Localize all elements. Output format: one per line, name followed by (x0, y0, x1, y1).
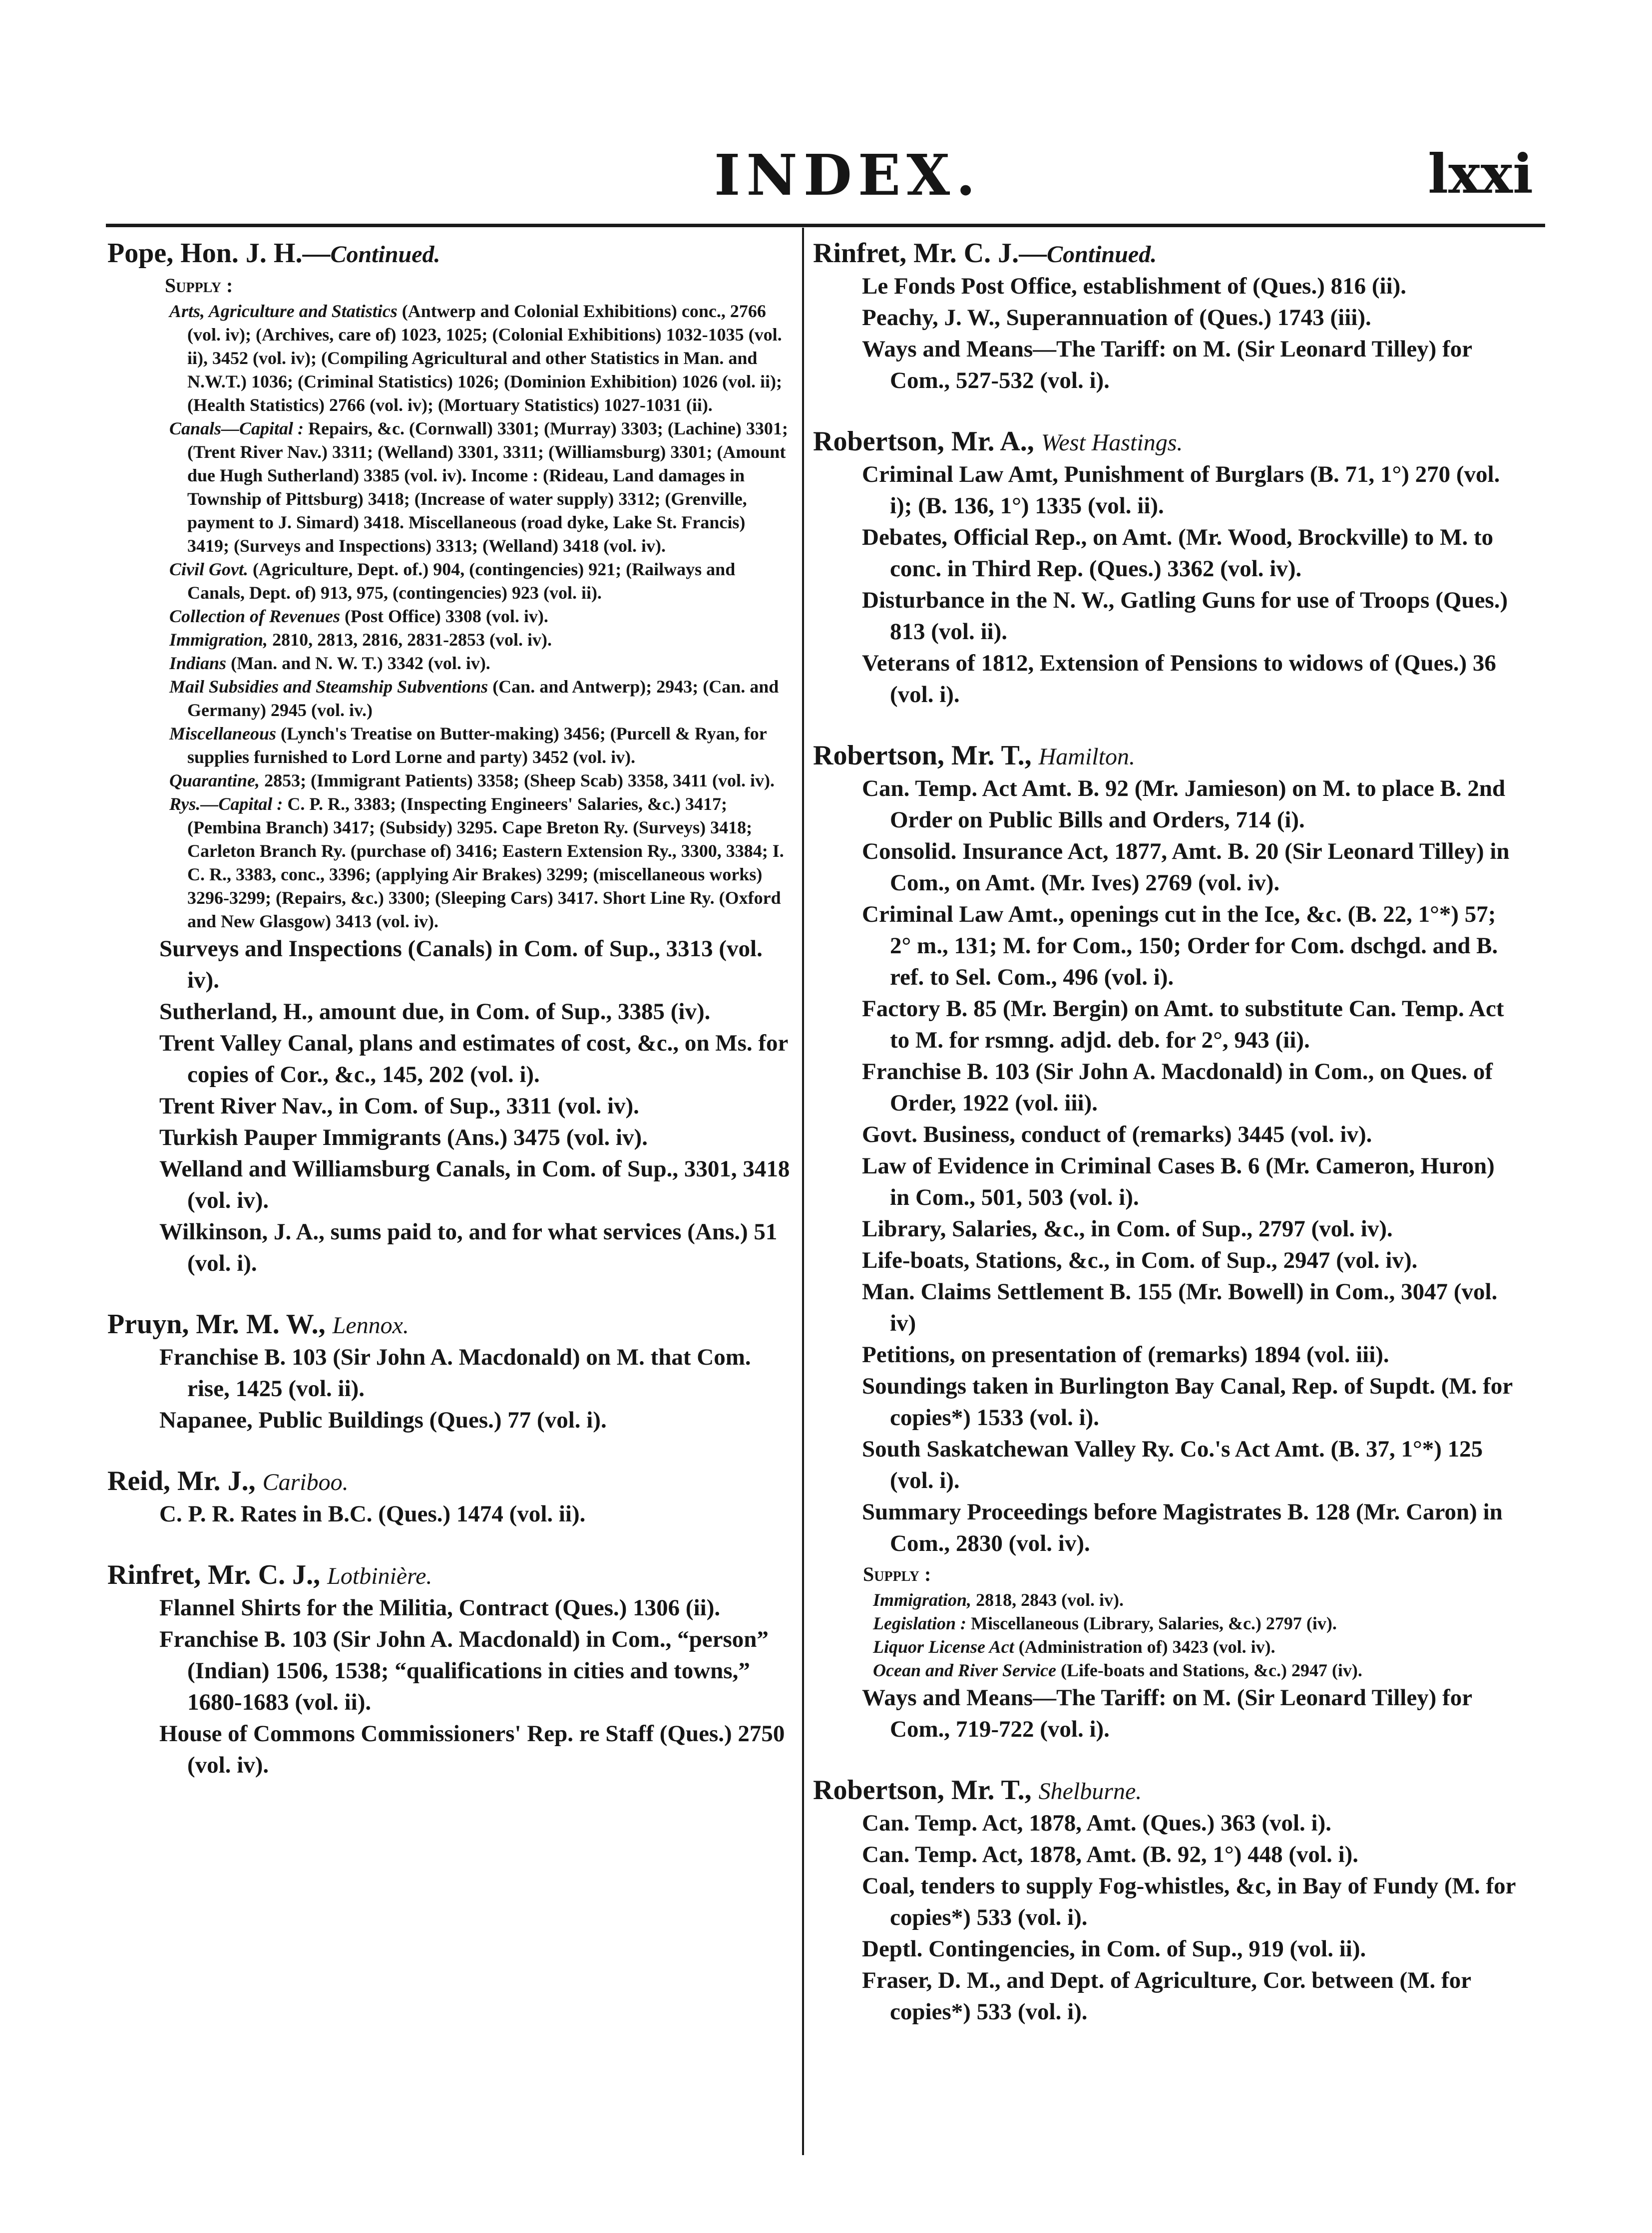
index-entry: Disturbance in the N. W., Gatling Guns for use of Troops (Ques.) 813 (vol. ii). (862, 587, 1508, 645)
member-heading (813, 1774, 1518, 1808)
index-entry: Summary Proceedings before Magistrates B. 128 (Mr. Caron) in Com., 2830 (vol. iv). (862, 1499, 1503, 1556)
index-entry: Trent River Nav., in Com. of Sup., 3311 (vol. iv). (159, 1093, 639, 1119)
supply-text: (Can. and Antwerp); 2943; (Can. and Germany) 2945 (vol. iv.) (187, 677, 779, 720)
supply-category: Indians (169, 653, 227, 673)
supply-label: Supply : (863, 1563, 931, 1585)
supply-category: Ocean and River Service (873, 1660, 1056, 1680)
index-entry: House of Commons Commissioners' Rep. re Staff (Ques.) 2750 (vol. iv). (159, 1721, 785, 1778)
group-spacer (813, 711, 1518, 740)
supply-text: C. P. R., 3383; (Inspecting Engineers' Salaries, &c.) 3417; (Pembina Branch) 3417; (Subsidy) 3295. Cape Breton Ry. (Surveys) 3418; Carleton Branch Ry. (purchase of) 3416; Eastern Extension Ry., 3300, 3384; I. C. R., 3383, conc., 3396; (applying Air Brakes) 3299; (miscellaneous works) 3296-3299; (Repairs, &c.) 3300; (Sleeping Cars) 3417. Short Line Ry. (Oxford and New Glasgow) 3413 (vol. iv). (187, 794, 784, 931)
index-entry: Deptl. Contingencies, in Com. of Sup., 919 (vol. ii). (862, 1936, 1366, 1962)
member-heading (813, 425, 1518, 459)
supply-text: 2818, 2843 (vol. iv). (971, 1590, 1124, 1610)
index-entry: Library, Salaries, &c., in Com. of Sup., 2797 (vol. iv). (862, 1216, 1393, 1242)
supply-item (107, 722, 792, 769)
group-spacer (813, 1745, 1518, 1774)
running-head (0, 143, 1652, 218)
supply-category: Miscellaneous (169, 724, 277, 744)
supply-category: Mail Subsidies and Steamship Subventions (169, 677, 488, 697)
supply-text: (Life-boats and Stations, &c.) 2947 (iv). (1056, 1660, 1362, 1680)
index-entry: Sutherland, H., amount due, in Com. of Sup., 3385 (iv). (159, 999, 711, 1025)
continued-label: Continued. (330, 241, 440, 268)
index-entry: Franchise B. 103 (Sir John A. Macdonald) in Com., on Ques. of Order, 1922 (vol. iii). (862, 1059, 1493, 1116)
index-entry: Can. Temp. Act Amt. B. 92 (Mr. Jamieson) on M. to place B. 2nd Order on Public Bills and Orders, 714 (i). (862, 775, 1506, 833)
supply-item (107, 605, 792, 628)
index-entry: Criminal Law Amt, Punishment of Burglars (B. 71, 1°) 270 (vol. i); (B. 136, 1°) 1335 (vol. ii). (862, 461, 1500, 519)
constituency: Lennox. (332, 1312, 409, 1339)
constituency: Hamilton. (1038, 744, 1135, 770)
index-entry: Veterans of 1812, Extension of Pensions to widows of (Ques.) 36 (vol. i). (862, 650, 1496, 708)
index-entry: Welland and Williamsburg Canals, in Com. of Sup., 3301, 3418 (vol. iv). (159, 1156, 790, 1213)
group-spacer (813, 396, 1518, 425)
index-entry: Factory B. 85 (Mr. Bergin) on Amt. to substitute Can. Temp. Act to M. for rsmng. adjd. deb. for 2°, 943 (ii). (862, 996, 1504, 1053)
supply-item (107, 792, 792, 933)
index-entry: Wilkinson, J. A., sums paid to, and for what services (Ans.) 51 (vol. i). (159, 1219, 778, 1276)
supply-text: (Administration of) 3423 (vol. iv). (1014, 1637, 1275, 1657)
supply-text: (Man. and N. W. T.) 3342 (vol. iv). (226, 653, 490, 673)
supply-text: 2810, 2813, 2816, 2831-2853 (vol. iv). (268, 630, 552, 650)
member-name: Robertson, Mr. T., (813, 740, 1039, 771)
supply-item (813, 1635, 1518, 1659)
supply-item (107, 675, 792, 722)
index-entry: Soundings taken in Burlington Bay Canal, Rep. of Supdt. (M. for copies*) 1533 (vol. i). (862, 1373, 1513, 1431)
index-entry: Can. Temp. Act, 1878, Amt. (Ques.) 363 (vol. i). (862, 1810, 1331, 1836)
supply-text: (Post Office) 3308 (vol. iv). (340, 606, 548, 626)
index-entry: Trent Valley Canal, plans and estimates of cost, &c., on Ms. for copies of Cor., &c., 145, 202 (vol. i). (159, 1030, 788, 1088)
group-spacer (107, 1279, 792, 1308)
left-column (107, 237, 792, 1781)
index-entry: Flannel Shirts for the Militia, Contract (Ques.) 1306 (ii). (159, 1595, 721, 1621)
index-entry: Life-boats, Stations, &c., in Com. of Sup., 2947 (vol. iv). (862, 1247, 1418, 1273)
index-entry: Fraser, D. M., and Dept. of Agriculture, Cor. between (M. for copies*) 533 (vol. i). (862, 1967, 1471, 2025)
supply-item (813, 1588, 1518, 1612)
supply-item (107, 558, 792, 605)
supply-item (107, 652, 792, 675)
index-entry: Turkish Pauper Immigrants (Ans.) 3475 (vol. iv). (159, 1124, 648, 1150)
supply-item (107, 300, 792, 417)
member-name: Pope, Hon. J. H.— (107, 238, 331, 269)
supply-category: Canals—Capital : (169, 418, 304, 438)
supply-text: (Lynch's Treatise on Butter-making) 3456; (Purcell & Ryan, for supplies furnished to Lord Lorne and party) 3452 (vol. iv). (187, 724, 767, 767)
supply-item (107, 417, 792, 558)
supply-item (107, 769, 792, 792)
supply-category: Liquor License Act (873, 1637, 1014, 1657)
index-entry: Coal, tenders to supply Fog-whistles, &c, in Bay of Fundy (M. for copies*) 533 (vol. i). (862, 1873, 1516, 1930)
right-column (813, 237, 1518, 2028)
supply-category: Immigration, (169, 630, 268, 650)
supply-item (813, 1659, 1518, 1682)
index-entry: Franchise B. 103 (Sir John A. Macdonald) on M. that Com. rise, 1425 (vol. ii). (159, 1344, 751, 1402)
index-entry: Consolid. Insurance Act, 1877, Amt. B. 20 (Sir Leonard Tilley) in Com., on Amt. (Mr. Ives) 2769 (vol. iv). (862, 838, 1510, 896)
index-entry: Ways and Means—The Tariff: on M. (Sir Leonard Tilley) for Com., 527-532 (vol. i). (862, 336, 1472, 393)
index-entry: Ways and Means—The Tariff: on M. (Sir Leonard Tilley) for Com., 719-722 (vol. i). (862, 1685, 1472, 1742)
supply-category: Immigration, (873, 1590, 972, 1610)
index-entry: C. P. R. Rates in B.C. (Ques.) 1474 (vol. ii). (159, 1501, 586, 1527)
index-entry: Peachy, J. W., Superannuation of (Ques.) 1743 (iii). (862, 305, 1371, 331)
index-entry: Law of Evidence in Criminal Cases B. 6 (Mr. Cameron, Huron) in Com., 501, 503 (vol. i). (862, 1153, 1495, 1210)
member-heading (813, 237, 1518, 271)
constituency: West Hastings. (1041, 429, 1183, 456)
supply-text: (Agriculture, Dept. of.) 904, (contingencies) 921; (Railways and Canals, Dept. of) 913, 975, (contingencies) 923 (vol. ii). (187, 559, 736, 603)
index-entry: Can. Temp. Act, 1878, Amt. (B. 92, 1°) 448 (vol. i). (862, 1842, 1359, 1867)
member-heading (107, 1559, 792, 1592)
constituency: Cariboo. (262, 1469, 349, 1495)
column-divider (802, 228, 804, 2155)
index-entry: Franchise B. 103 (Sir John A. Macdonald) in Com., “person” (Indian) 1506, 1538; “qualifications in cities and towns,” 1680-1683 (vol. ii). (159, 1626, 769, 1715)
member-heading (107, 237, 792, 271)
supply-text: Miscellaneous (Library, Salaries, &c.) 2797 (iv). (966, 1613, 1337, 1633)
supply-item (107, 628, 792, 652)
index-entry: Debates, Official Rep., on Amt. (Mr. Wood, Brockville) to M. to conc. in Third Rep. (Ques.) 3362 (vol. iv). (862, 524, 1494, 582)
index-entry: Le Fonds Post Office, establishment of (Ques.) 816 (ii). (862, 273, 1407, 299)
supply-text: 2853; (Immigrant Patients) 3358; (Sheep Scab) 3358, 3411 (vol. iv). (260, 770, 775, 790)
index-entry: Petitions, on presentation of (remarks) 1894 (vol. iii). (862, 1342, 1389, 1368)
index-entry: Napanee, Public Buildings (Ques.) 77 (vol. i). (159, 1407, 607, 1433)
index-entry: South Saskatchewan Valley Ry. Co.'s Act Amt. (B. 37, 1°*) 125 (vol. i). (862, 1436, 1483, 1493)
page-number: lxxi (1428, 143, 1533, 206)
supply-item (813, 1612, 1518, 1635)
supply-text: Repairs, &c. (Cornwall) 3301; (Murray) 3303; (Lachine) 3301; (Trent River Nav.) 3311; (Welland) 3301, 3311; (Williamsburg) 3301; (Amount due Hugh Sutherland) 3385 (vol. iv). Income : (Rideau, Land damages in Township of Pittsburg) 3418; (Increase of water supply) 3312; (Grenville, payment to J. Simard) 3418. Miscellaneous (road dyke, Lake St. Francis) 3419; (Surveys and Inspections) 3313; (Welland) 3418 (vol. iv). (187, 418, 788, 556)
index-entry: Criminal Law Amt., openings cut in the Ice, &c. (B. 22, 1°*) 57; 2° m., 131; M. for Com., 150; Order for Com. dschgd. and B. ref. to Sel. Com., 496 (vol. i). (862, 901, 1498, 990)
index-entry: Surveys and Inspections (Canals) in Com. of Sup., 3313 (vol. iv). (159, 936, 763, 993)
member-name: Reid, Mr. J., (107, 1466, 263, 1496)
supply-category: Arts, Agriculture and Statistics (169, 301, 398, 321)
member-heading (107, 1308, 792, 1342)
supply-text: (Antwerp and Colonial Exhibitions) conc., 2766 (vol. iv); (Archives, care of) 1023, 1025; (Colonial Exhibitions) 1032-1035 (vol. ii), 3452 (vol. iv); (Compiling Agricultural and other Statistics in Man. and N.W.T.) 1036; (Criminal Statistics) 1026; (Dominion Exhibition) 1026 (vol. ii); (Health Statistics) 2766 (vol. iv); (Mortuary Statistics) 1027-1031 (ii). (187, 301, 783, 415)
index-entry: Govt. Business, conduct of (remarks) 3445 (vol. iv). (862, 1121, 1372, 1147)
member-heading (813, 740, 1518, 773)
supply-category: Legislation : (873, 1613, 966, 1633)
supply-category: Civil Govt. (169, 559, 248, 579)
supply-category: Rys.—Capital : (169, 794, 283, 814)
supply-category: Collection of Revenues (169, 606, 340, 626)
member-name: Robertson, Mr. A., (813, 426, 1041, 457)
constituency: Shelburne. (1038, 1778, 1142, 1805)
header-rule (106, 224, 1545, 227)
member-name: Rinfret, Mr. C. J.— (813, 238, 1047, 269)
constituency: Lotbinière. (327, 1563, 432, 1589)
member-name: Pruyn, Mr. M. W., (107, 1309, 333, 1340)
group-spacer (107, 1530, 792, 1559)
index-entry: Man. Claims Settlement B. 155 (Mr. Bowell) in Com., 3047 (vol. iv) (862, 1279, 1498, 1336)
continued-label: Continued. (1047, 241, 1157, 268)
member-heading (107, 1465, 792, 1498)
supply-category: Quarantine, (169, 770, 260, 790)
page-title: INDEX. (714, 143, 982, 208)
supply-label: Supply : (165, 274, 233, 297)
member-name: Robertson, Mr. T., (813, 1775, 1039, 1806)
member-name: Rinfret, Mr. C. J., (107, 1559, 328, 1590)
group-spacer (107, 1436, 792, 1465)
